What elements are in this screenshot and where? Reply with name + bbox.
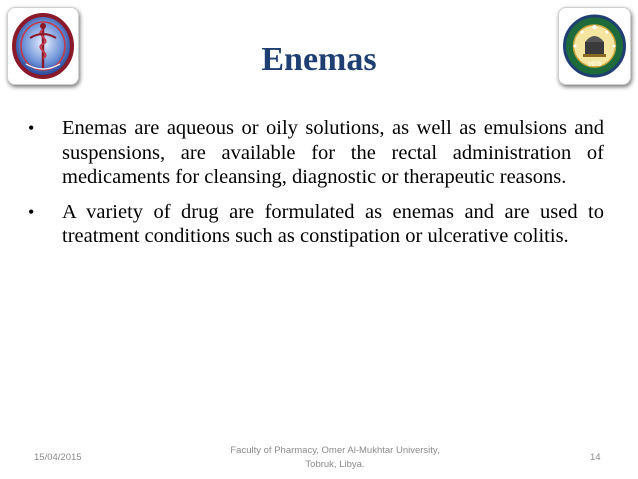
- bullet-dot-icon: •: [28, 201, 35, 222]
- footer-date: 15/04/2015: [34, 452, 82, 463]
- footer-institution-line1: Faculty of Pharmacy, Omer Al-Mukhtar University,: [230, 445, 440, 456]
- slide-title: Enemas: [261, 41, 377, 78]
- bullet-text: Enemas are aqueous or oily solutions, as well as emulsions and suspensions, are available for the rectal administration of medicaments for cleansing, diagnostic or therapeutic reasons.: [62, 117, 604, 188]
- bullet-item: [28, 200, 604, 249]
- bullet-item: [28, 116, 604, 190]
- footer-institution-line2: Tobruk, Libya.: [305, 459, 365, 470]
- page-number: 14: [590, 452, 601, 463]
- bullet-list: [28, 116, 604, 259]
- bullet-text: A variety of drug are formulated as enemas and are used to treatment conditions such as constipation or ulcerative colitis.: [62, 200, 604, 247]
- footer-institution: [200, 444, 470, 472]
- seal-year: 1978: [587, 62, 602, 68]
- bullet-dot-icon: •: [28, 118, 35, 138]
